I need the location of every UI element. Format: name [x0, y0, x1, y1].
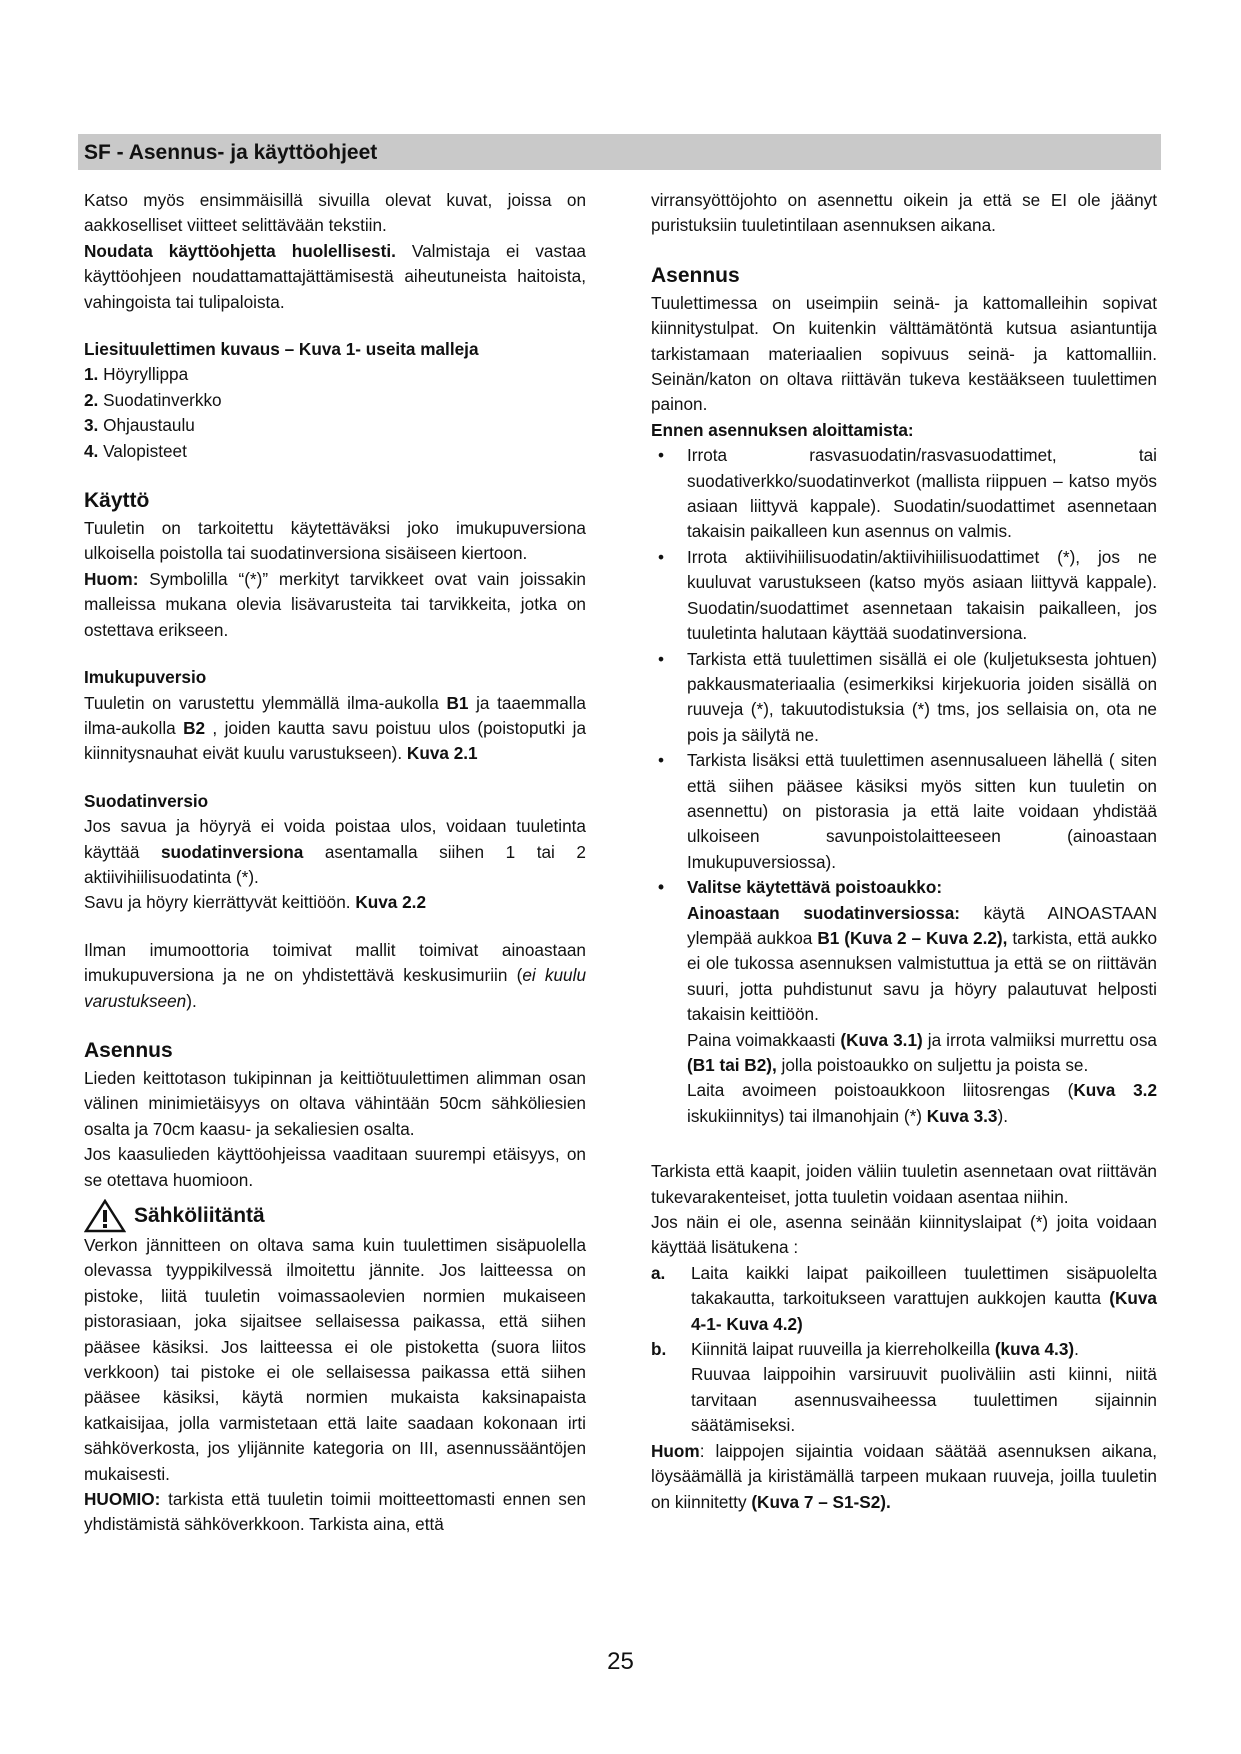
before-installation-heading: Ennen asennuksen aloittamista:: [651, 419, 914, 440]
warning-triangle-icon: [84, 1199, 126, 1233]
cabinet-paragraph: Tarkista että kaapit, joiden väliin tuuletin asennetaan ovat riittävän tukevarakenteiset, jotta tuuletin voidaan asentaa niihin.: [651, 1161, 1157, 1207]
motorless-paragraph: Ilman imumoottoria toimivat mallit toimivat ainoastaan imukupuversiona ja ne on yhdistettävä keskusimuriin (ei kuulu varustukseen).: [84, 939, 586, 1011]
left-column: [84, 188, 586, 1538]
step-b: b. Kiinnitä laipat ruuveilla ja kierreholkeilla (kuva 4.3).: [651, 1339, 1079, 1360]
part-item: 2. Suodatinverkko: [84, 389, 222, 410]
filter-outlet-paragraph: Ainoastaan suodatinversiossa: käytä AINOASTAAN ylempää aukkoa B1 (Kuva 2 – Kuva 2.2), tarkista, että aukko ei ole tukossa asennuksen valmistuttua ja että se on riittävän suuri, jotta puhdistunut savu ja höyry palautuvat helposti takaisin keittiöön.: [687, 902, 1157, 1025]
electrical-heading: Sähköliitäntä: [134, 1204, 265, 1227]
select-outlet-heading: • Valitse käytettävä poistoaukko:: [657, 877, 943, 898]
continuation-paragraph: virransyöttöjohto on asennettu oikein ja että se EI ole jäänyt puristuksiin tuuletintilaan asennuksen aikana.: [651, 190, 1157, 236]
disclaimer-paragraph: Noudata käyttöohjetta huolellisesti. Valmistaja ei vastaa käyttöohjeen noudattamattajättämisestä aiheutuneista haitoista, vahingoista tai tulipaloista.: [84, 240, 586, 312]
bullet-item: • Irrota aktiivihiilisuodatin/aktiivihiilisuodattimet (*), jos ne kuuluvat varustukseen (katso myös asiaan liittyvä kappale). Suodatin/suodattimet asennetaan takaisin paikalleen, jos tuuletinta halutaan käyttää suodatinversiona.: [657, 546, 1157, 644]
electrical-paragraph: Verkon jännitteen on oltava sama kuin tuulettimen sisäpuolella olevassa tyyppikilvessä ilmoitettu jännite. Jos laitteessa on pistoke, liitä tuuletin voimassaolevien normien mukaiseen pistorasiaan, joka sijaitsee sellaisessa paikassa, että siihen pääsee käsiksi. Jos laitteessa ei ole pistoketta (suora liitos verkkoon) tai pistoke ei ole sellaisessa paikassa että siihen pääsee käsiksi, käytä normien mukaista kaksinapaista katkaisijaa, jolla varmistetaan että laite saadaan kokonaan irti sähköverkosta, jos ylijännite kategoria on III, asennussääntöjen mukaisesti.: [84, 1235, 586, 1484]
step-a: a. Laita kaikki laipat paikoilleen tuulettimen sisäpuolelta takakautta, tarkoitukseen varattujen aukkojen kautta (Kuva 4-1- Kuva 4.2): [651, 1262, 1157, 1334]
intro-paragraph: Katso myös ensimmäisillä sivuilla olevat kuvat, joissa on aakkoselliset viitteet selittävään tekstiin.: [84, 190, 586, 236]
extraction-heading: Imukupuversio: [84, 667, 207, 688]
note-paragraph: Huom: Symbolilla “(*)” merkityt tarvikkeet ovat vain joissakin malleissa mukana olevia lisävarusteita tai tarvikkeita, jotka on ostettava erikseen.: [84, 568, 586, 640]
part-item: 1. Höyryllippa: [84, 364, 189, 385]
extraction-paragraph: Tuuletin on varustettu ylemmällä ilma-aukolla B1 ja taaemmalla ilma-aukolla B2 , joiden kautta savu poistuu ulos (poistoputki ja kiinnitysnauhat eivät kuulu varustukseen). Kuva 2.1: [84, 692, 586, 764]
page-title: SF - Asennus- ja käyttöohjeet: [84, 141, 378, 164]
bullet-item: • Tarkista lisäksi että tuulettimen asennusalueen lähellä ( siten että siihen pääsee käsiksi myös sitten kun tuuletin on asennettu) on pistorasia ja että laite voidaan yhdistää ulkoiseen savunpoistolaitteeseen (ainoastaan Imukupuversiossa).: [657, 750, 1157, 872]
installation-paragraph: Lieden keittotason tukipinnan ja keittiötuulettimen alimman osan välinen minimietäisyys on oltava vähintään 50cm sähköliesien osalta ja 70cm kaasu- ja sekaliesien osalta.: [84, 1067, 586, 1139]
filter-recirculation-paragraph: Savu ja höyry kierrättyvät keittiöön. Kuva 2.2: [84, 892, 427, 913]
use-paragraph: Tuuletin on tarkoitettu käytettäväksi joko imukupuversiona ulkoisella poistolla tai suodatinversiona sisäiseen kiertoon.: [84, 518, 586, 564]
part-item: 3. Ohjaustaulu: [84, 415, 195, 436]
brackets-paragraph: Jos näin ei ole, asenna seinään kiinnityslaipat (*) joita voidaan käyttää lisätukena :: [651, 1212, 1157, 1258]
bullet-item: • Irrota rasvasuodatin/rasvasuodattimet, tai suodativerkko/suodatinverkot (mallista riippuen – katso myös asiaan liittyvä kappale). Suodatin/suodattimet asennetaan takaisin paikalleen kun asennus on valmis.: [657, 445, 1157, 542]
part-item: 4. Valopisteet: [84, 440, 187, 461]
description-heading: Liesituulettimen kuvaus – Kuva 1- useita malleja: [84, 339, 479, 360]
filter-heading: Suodatinversio: [84, 790, 209, 811]
press-paragraph: Paina voimakkaasti (Kuva 3.1) ja irrota valmiiksi murrettu osa (B1 tai B2), jolla poistoaukko on suljettu ja poista se.: [687, 1029, 1157, 1075]
right-column: [651, 188, 1157, 1515]
electrical-warning-paragraph: HUOMIO: tarkista että tuuletin toimii moitteettomasti ennen sen yhdistämistä sähköverkkoon. Tarkista aina, että: [84, 1489, 586, 1535]
electrical-heading-row: [84, 1199, 586, 1233]
installation-gas-paragraph: Jos kaasulieden käyttöohjeissa vaaditaan suurempi etäisyys, on se otettava huomioon.: [84, 1144, 586, 1190]
installation-heading-right: Asennus: [651, 263, 740, 287]
bullet-item: • Tarkista että tuulettimen sisällä ei ole (kuljetuksesta johtuen) pakkausmateriaalia (esimerkiksi kirjekuoria joiden sisällä on ruuveja (*), takuutodistuksia (*) tms, jos sellaisia on, ota ne pois ja säilytä ne.: [657, 648, 1157, 745]
installation-heading: Asennus: [84, 1038, 173, 1062]
final-note-paragraph: Huom: laippojen sijaintia voidaan säätää asennuksen aikana, löysäämällä ja kiristämällä tarpeen mukaan ruuveja, joilla tuuletin on kiinnitetty (Kuva 7 – S1-S2).: [651, 1440, 1157, 1512]
filter-paragraph: Jos savua ja höyryä ei voida poistaa ulos, voidaan tuuletinta käyttää suodatinversiona asentamalla siihen 1 tai 2 aktiivihiilisuodatinta (*).: [84, 816, 586, 887]
ring-paragraph: Laita avoimeen poistoaukkoon liitosrengas (Kuva 3.2 iskukiinnitys) tai ilmanohjain (*) Kuva 3.3).: [687, 1080, 1158, 1126]
step-b-detail: Ruuvaa laippoihin varsiruuvit puoliväliin asti kiinni, niitä tarvitaan asennusvaiheessa tuulettimen sijainnin säätämiseksi.: [691, 1364, 1157, 1436]
parts-list: [84, 362, 586, 464]
mounting-paragraph: Tuulettimessa on useimpiin seinä- ja kattomalleihin sopivat kiinnitystulpat. On kuitenkin välttämätöntä kutsua asiantuntija tarkistamaan materiaalien sopivuus seinä- ja kattomalliin. Seinän/katon on oltava riittävän tukeva kestääkseen tuulettimen painon.: [651, 292, 1157, 415]
use-heading: Käyttö: [84, 489, 150, 513]
page-number: 25: [607, 1648, 634, 1675]
